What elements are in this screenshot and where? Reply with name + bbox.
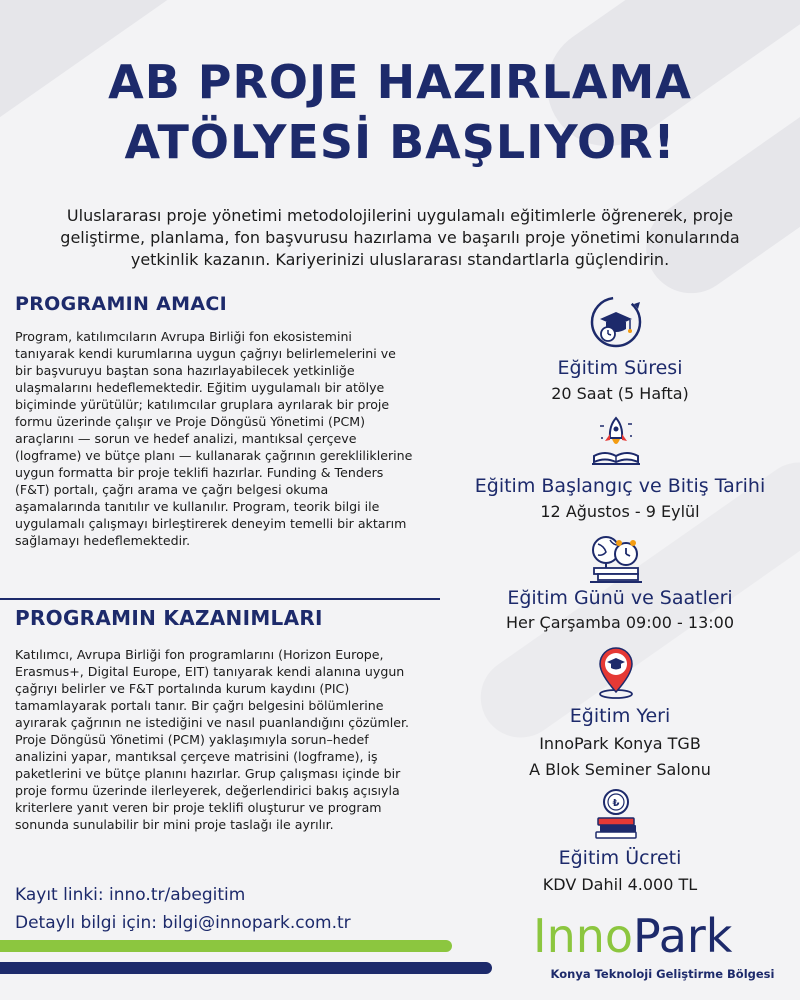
page-title	[0, 52, 800, 172]
duration-heading: Eğitim Süresi	[557, 357, 683, 379]
duration-value: 20 Saat (5 Hafta)	[551, 384, 689, 403]
fee-value: KDV Dahil 4.000 TL	[542, 875, 698, 894]
program-outcomes-heading: PROGRAMIN KAZANIMLARI	[15, 606, 323, 630]
navy-accent-bar	[0, 962, 492, 974]
globe-alarm-clock-icon	[586, 528, 646, 588]
fee-heading: Eğitim Ücreti	[558, 847, 682, 869]
location-value-line1: InnoPark Konya TGB	[539, 734, 701, 753]
contact-email-link[interactable]: Detaylı bilgi için: bilgi@innopark.com.tr	[15, 913, 351, 933]
program-aim-heading: PROGRAMIN AMACI	[15, 293, 227, 315]
location-value-line2: A Blok Seminer Salonu	[529, 760, 711, 779]
program-outcomes-text: Katılımcı, Avrupa Birliği fon programlarını (Horizon Europe, Erasmus+, Digital Europe, EIT) tanıyarak kendi alanına uygun çağrıyı belirler ve F&T portalında kurum kaydını (PIC) tamamlayarak portalı tanır. Bir çağrı belgesini bölümlerine ayırarak çağrının ne istediğini ve nasıl puanlandığını çözümler. Proje Döngüsü Yönetimi (PCM) yaklaşımıyla sorun–hedef analizini yapar, mantıksal çerçeve matrisini (logframe), iş paketlerini ve bütçe planını hazırlar. Grup çalışması içinde bir proje formu üzerinde ilerleyerek, değerlendirici bakış açısıyla kriterlere yanıt veren bir proje teklifi oluşturur ve program sonunda sunulabilir bir mini proje taslağı ile ayrılır.	[15, 647, 410, 832]
section-divider	[0, 598, 440, 600]
schedule-value: Her Çarşamba 09:00 - 13:00	[505, 613, 735, 632]
program-aim-text: Program, katılımcıların Avrupa Birliği fon ekosistemini tanıyarak kendi kurumlarına uygun çağrıyı belirlemelerini ve bir başvuruyu baştan sona hazırlayabilecek yetkinliğe ulaşmalarını hedeflemektedir. Eğitim uygulamalı bir atölye biçiminde yürütülür; katılımcılar gruplara ayrılarak bir proje formu üzerinde çalışır ve Proje Döngüsü Yönetimi (PCM) araçlarını — sorun ve hedef analizi, mantıksal çerçeve (logframe) ve bütçe planı — kullanarak çağrının gerekliliklerine uygun formatta bir proje teklifi hazırlar. Funding & Tenders (F&T) portalı, çağrı arama ve çağrı belgesi okuma aşamalarında tanıtılır ve kullanılır. Program, teorik bilgi ile uygulamalı çalışmayı birleştirerek deneyim temelli bir aktarım sağlamayı hedeflemektedir.	[15, 329, 413, 548]
dates-value: 12 Ağustos - 9 Eylül	[540, 502, 700, 521]
location-heading: Eğitim Yeri	[569, 705, 671, 727]
dates-heading: Eğitim Başlangıç ve Bitiş Tarihi	[474, 475, 766, 497]
graduation-cap-clock-icon	[586, 292, 646, 352]
rocket-book-icon	[586, 412, 646, 472]
schedule-heading: Eğitim Günü ve Saatleri	[507, 587, 733, 609]
location-pin-cap-icon	[586, 642, 646, 702]
intro-text: Uluslararası proje yönetimi metodolojilerini uygulamalı eğitimlerle öğrenerek, proje geliştirme, planlama, fon başvurusu hazırlama ve başarılı proje yönetimi konularında yetkinlik kazanın. Kariyerinizi uluslararası standartlarla güçlendirin.	[60, 206, 740, 269]
page-title-line1: AB PROJE HAZIRLAMA	[108, 55, 692, 109]
svg-text:₺: ₺	[612, 798, 620, 809]
innopark-logo	[533, 908, 793, 968]
logo-park: Park	[633, 909, 733, 963]
coin-books-icon	[586, 784, 646, 844]
page-title-line2: ATÖLYESİ BAŞLIYOR!	[124, 115, 676, 169]
registration-link[interactable]: Kayıt linki: inno.tr/abegitim	[15, 885, 246, 905]
logo-subtitle: Konya Teknoloji Geliştirme Bölgesi	[550, 967, 775, 981]
logo-inno: Inno	[533, 909, 634, 963]
green-accent-bar	[0, 940, 452, 952]
